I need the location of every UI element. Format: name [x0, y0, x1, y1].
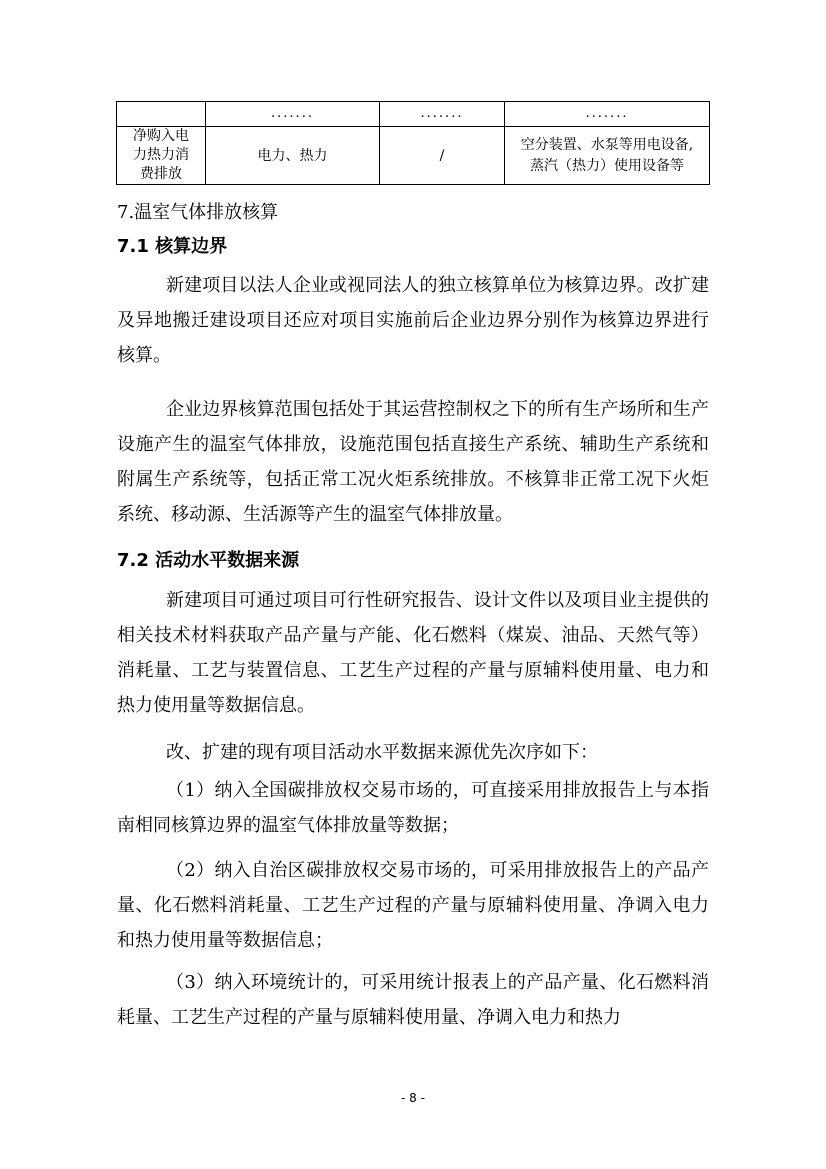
list-item: （3）纳入环境统计的，可采用统计报表上的产品产量、化石燃料消耗量、工艺生产过程的产量与原辅料使用量、净调入电力和热力: [117, 972, 709, 1028]
paragraph: 改、扩建的现有项目活动水平数据来源优先次序如下：: [166, 742, 598, 763]
emission-source-table: [116, 101, 710, 185]
table-row: [117, 102, 710, 127]
table-row: [117, 127, 710, 185]
paragraph: 新建项目以法人企业或视同法人的独立核算单位为核算边界。改扩建及异地搬迁建设项目还应对项目实施前后企业边界分别作为核算边界进行核算。: [117, 275, 709, 366]
table-cell: .......: [505, 102, 710, 127]
table-cell-equipment: [505, 127, 710, 185]
cell-line: 空分装置、水泵等用电设备,: [520, 136, 694, 153]
section-heading: 7.温室气体排放核算: [117, 202, 279, 223]
cell-line: 力热力消: [133, 147, 189, 163]
table-cell: [117, 102, 206, 127]
cell-line: 费排放: [140, 166, 182, 182]
table-cell: .......: [206, 102, 380, 127]
paragraph: 新建项目可通过项目可行性研究报告、设计文件以及项目业主提供的相关技术材料获取产品产量与产能、化石燃料（煤炭、油品、天然气等）消耗量、工艺与装置信息、工艺生产过程的产量与原辅料使用量、电力和热力使用量等数据信息。: [117, 590, 709, 716]
subsection-heading-7-2: 7.2 活动水平数据来源: [117, 550, 300, 571]
cell-line: 蒸汽（热力）使用设备等: [530, 157, 684, 174]
page-number: - 8 -: [401, 1091, 425, 1105]
subsection-heading-7-1: 7.1 核算边界: [117, 236, 228, 257]
cell-line: 净购入电: [133, 128, 189, 144]
table-cell-energy-type: 电力、热力: [206, 127, 380, 185]
table-cell-category: [117, 127, 206, 185]
list-item: （2）纳入自治区碳排放权交易市场的，可采用排放报告上的产品产量、化石燃料消耗量、工艺生产过程的产量与原辅料使用量、净调入电力和热力使用量等数据信息；: [117, 860, 709, 951]
paragraph: 企业边界核算范围包括处于其运营控制权之下的所有生产场所和生产设施产生的温室气体排放，设施范围包括直接生产系统、辅助生产系统和附属生产系统等，包括正常工况火炬系统排放。不核算非正常工况下火炬系统、移动源、生活源等产生的温室气体排放量。: [117, 399, 709, 525]
table-cell-slash: /: [380, 127, 505, 185]
table-cell: .......: [380, 102, 505, 127]
list-item: （1）纳入全国碳排放权交易市场的，可直接采用排放报告上与本指南相同核算边界的温室气体排放量等数据；: [117, 780, 709, 836]
